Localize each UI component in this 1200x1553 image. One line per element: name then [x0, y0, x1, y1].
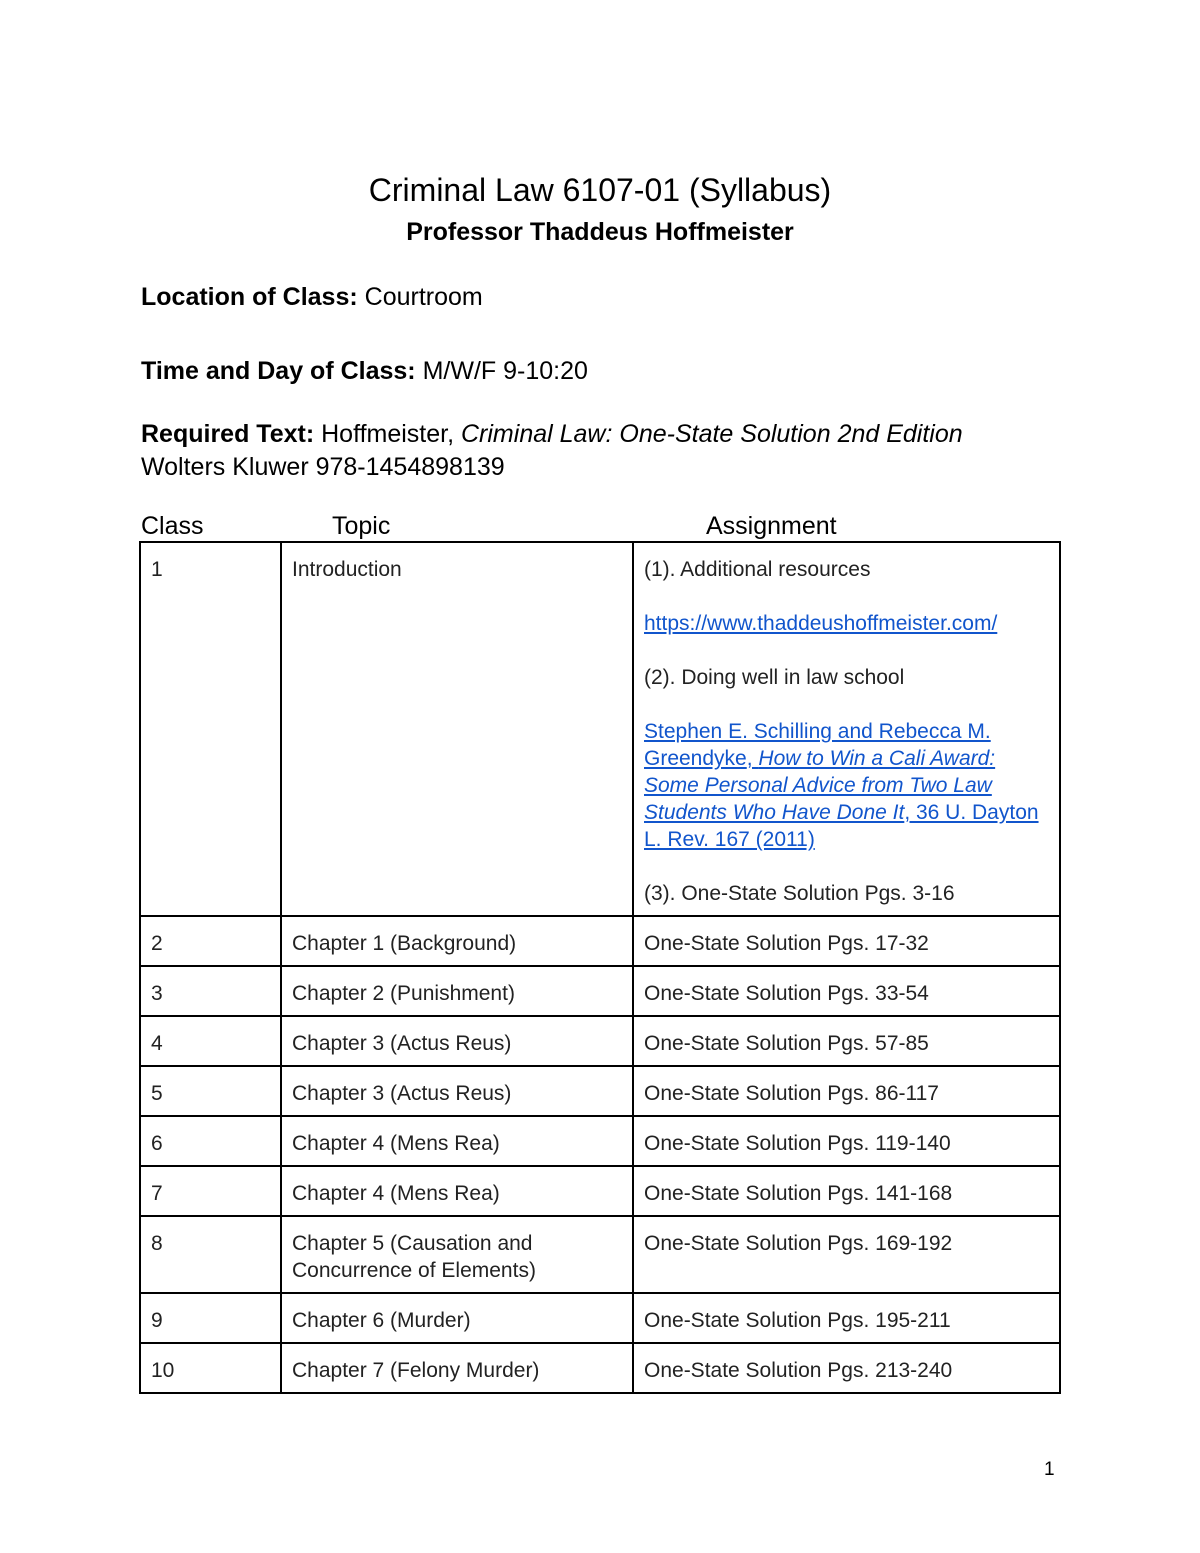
table-column-headers: [141, 510, 1058, 542]
topic-cell: Introduction: [281, 542, 633, 916]
assignment-cell: One-State Solution Pgs. 213-240: [633, 1343, 1060, 1393]
assignment-cell: One-State Solution Pgs. 33-54: [633, 966, 1060, 1016]
table-row: [140, 1293, 1060, 1343]
class-cell: 5: [140, 1066, 281, 1116]
assignment-cell: One-State Solution Pgs. 86-117: [633, 1066, 1060, 1116]
table-row: [140, 966, 1060, 1016]
page-number: 1: [1044, 1459, 1055, 1480]
topic-cell: Chapter 4 (Mens Rea): [281, 1166, 633, 1216]
table-row: [140, 916, 1060, 966]
article-authors: Stephen E. Schilling and Rebecca M. Greendyke: [644, 720, 991, 770]
topic-cell: Chapter 3 (Actus Reus): [281, 1016, 633, 1066]
schedule-table: [139, 541, 1061, 1394]
article-separator: ,: [746, 747, 759, 770]
topic-cell: Chapter 3 (Actus Reus): [281, 1066, 633, 1116]
class-cell: 3: [140, 966, 281, 1016]
table-row: [140, 1066, 1060, 1116]
assignment-cell: [633, 542, 1060, 916]
table-row: [140, 1116, 1060, 1166]
topic-cell: Chapter 6 (Murder): [281, 1293, 633, 1343]
required-text-publisher: Wolters Kluwer 978-1454898139: [141, 453, 505, 481]
topic-cell: Chapter 4 (Mens Rea): [281, 1116, 633, 1166]
topic-cell: Chapter 2 (Punishment): [281, 966, 633, 1016]
article-link-paragraph: [644, 718, 1049, 853]
assignment-cell: One-State Solution Pgs. 17-32: [633, 916, 1060, 966]
table-row: [140, 1216, 1060, 1293]
class-cell: 6: [140, 1116, 281, 1166]
location-label: Location of Class:: [141, 283, 358, 311]
location-value: Courtroom: [357, 283, 483, 311]
professor-name: Professor Thaddeus Hoffmeister: [406, 218, 794, 246]
class-cell: 8: [140, 1216, 281, 1293]
topic-cell: Chapter 7 (Felony Murder): [281, 1343, 633, 1393]
assignment-cell: One-State Solution Pgs. 169-192: [633, 1216, 1060, 1293]
assignment-cell: One-State Solution Pgs. 195-211: [633, 1293, 1060, 1343]
table-row: [140, 1166, 1060, 1216]
resource-website-link[interactable]: https://www.thaddeushoffmeister.com/: [644, 612, 998, 635]
article-citation: , 36 U. Dayton L. Rev. 167 (2011): [644, 801, 1039, 851]
time-line: [141, 355, 588, 387]
class-cell: 7: [140, 1166, 281, 1216]
assignment-item-1: (1). Additional resources: [644, 558, 871, 581]
topic-cell: Chapter 1 (Background): [281, 916, 633, 966]
assignment-item-2: (2). Doing well in law school: [644, 666, 905, 689]
table-row: [140, 1016, 1060, 1066]
table-row: [140, 542, 1060, 916]
required-text-author: Hoffmeister,: [314, 420, 461, 448]
class-cell: 10: [140, 1343, 281, 1393]
location-line: [141, 281, 483, 313]
assignment-cell: One-State Solution Pgs. 119-140: [633, 1116, 1060, 1166]
required-text-title: Criminal Law: One-State Solution 2nd Edition: [461, 420, 963, 448]
table-row: [140, 1343, 1060, 1393]
article-title: How to Win a Cali Award: Some Personal Advice from Two Law Students Who Have Done It: [644, 747, 996, 824]
resource-link-paragraph: [644, 610, 1049, 637]
assignment-cell: One-State Solution Pgs. 141-168: [633, 1166, 1060, 1216]
header-topic: Topic: [332, 512, 391, 540]
topic-cell: Chapter 5 (Causation and Concurrence of Elements): [281, 1216, 633, 1293]
class-cell: 9: [140, 1293, 281, 1343]
header-assignment: Assignment: [706, 512, 837, 540]
assignment-cell: One-State Solution Pgs. 57-85: [633, 1016, 1060, 1066]
required-text-label: Required Text:: [141, 420, 315, 448]
time-value: M/W/F 9-10:20: [415, 357, 588, 385]
class-cell: 2: [140, 916, 281, 966]
class-cell: 4: [140, 1016, 281, 1066]
article-link[interactable]: [644, 720, 1039, 851]
header-class: Class: [141, 512, 204, 540]
required-text-line: [141, 418, 963, 450]
assignment-item-3: (3). One-State Solution Pgs. 3-16: [644, 882, 955, 905]
page-title: Criminal Law 6107-01 (Syllabus): [368, 172, 832, 208]
time-label: Time and Day of Class:: [141, 357, 416, 385]
class-cell: 1: [140, 542, 281, 916]
